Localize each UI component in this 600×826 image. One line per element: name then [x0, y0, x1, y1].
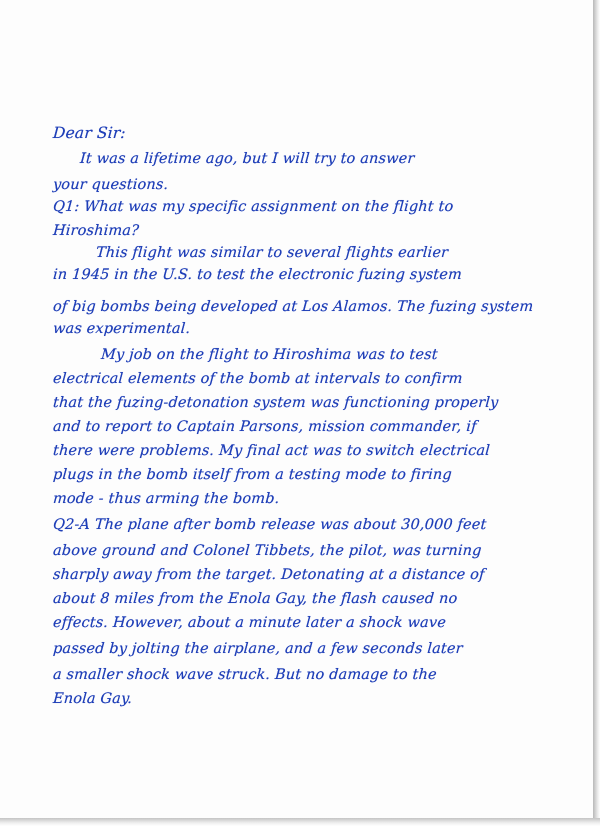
salutation: Dear Sir: — [52, 124, 127, 142]
answer-2a-line-7: a smaller shock wave struck. But no damage to the — [52, 667, 438, 683]
answer-1a-line-4: was experimental. — [52, 321, 191, 337]
opening-line-1: It was a lifetime ago, but I will try to answer — [79, 151, 416, 167]
answer-1a-line-3: of big bombs being developed at Los Alamos. The fuzing system — [52, 299, 534, 315]
answer-2a-line-3: sharply away from the target. Detonating at a distance of — [52, 567, 486, 583]
answer-2a-line-5: effects. However, about a minute later a shock wave — [52, 615, 447, 631]
answer-1b-line-3: that the fuzing-detonation system was functioning properly — [52, 395, 499, 411]
answer-1b-line-7: mode - thus arming the bomb. — [52, 491, 280, 507]
page-edge-right — [593, 0, 600, 826]
answer-2a-line-1: Q2-A The plane after bomb release was about 30,000 feet — [52, 517, 488, 533]
answer-2a-line-8: Enola Gay. — [52, 691, 133, 707]
answer-1b-line-5: there were problems. My final act was to switch electrical — [52, 443, 491, 459]
answer-2a-line-2: above ground and Colonel Tibbets, the pilot, was turning — [52, 543, 483, 559]
answer-1a-line-2: in 1945 in the U.S. to test the electronic fuzing system — [52, 267, 463, 283]
answer-2a-line-4: about 8 miles from the Enola Gay, the flash caused no — [52, 591, 458, 607]
answer-1b-line-6: plugs in the bomb itself from a testing mode to firing — [52, 467, 453, 483]
answer-1a-line-1: This flight was similar to several flights earlier — [95, 245, 449, 261]
question-1-line-2: Hiroshima? — [52, 223, 140, 239]
opening-line-2: your questions. — [52, 177, 169, 193]
question-1-line-1: Q1: What was my specific assignment on the flight to — [52, 199, 454, 215]
answer-1b-line-2: electrical elements of the bomb at intervals to confirm — [52, 371, 464, 387]
page-edge-bottom — [0, 818, 600, 826]
answer-2a-line-6: passed by jolting the airplane, and a few seconds later — [52, 641, 464, 657]
answer-1b-line-1: My job on the flight to Hiroshima was to test — [100, 347, 439, 363]
answer-1b-line-4: and to report to Captain Parsons, mission commander, if — [52, 419, 478, 435]
